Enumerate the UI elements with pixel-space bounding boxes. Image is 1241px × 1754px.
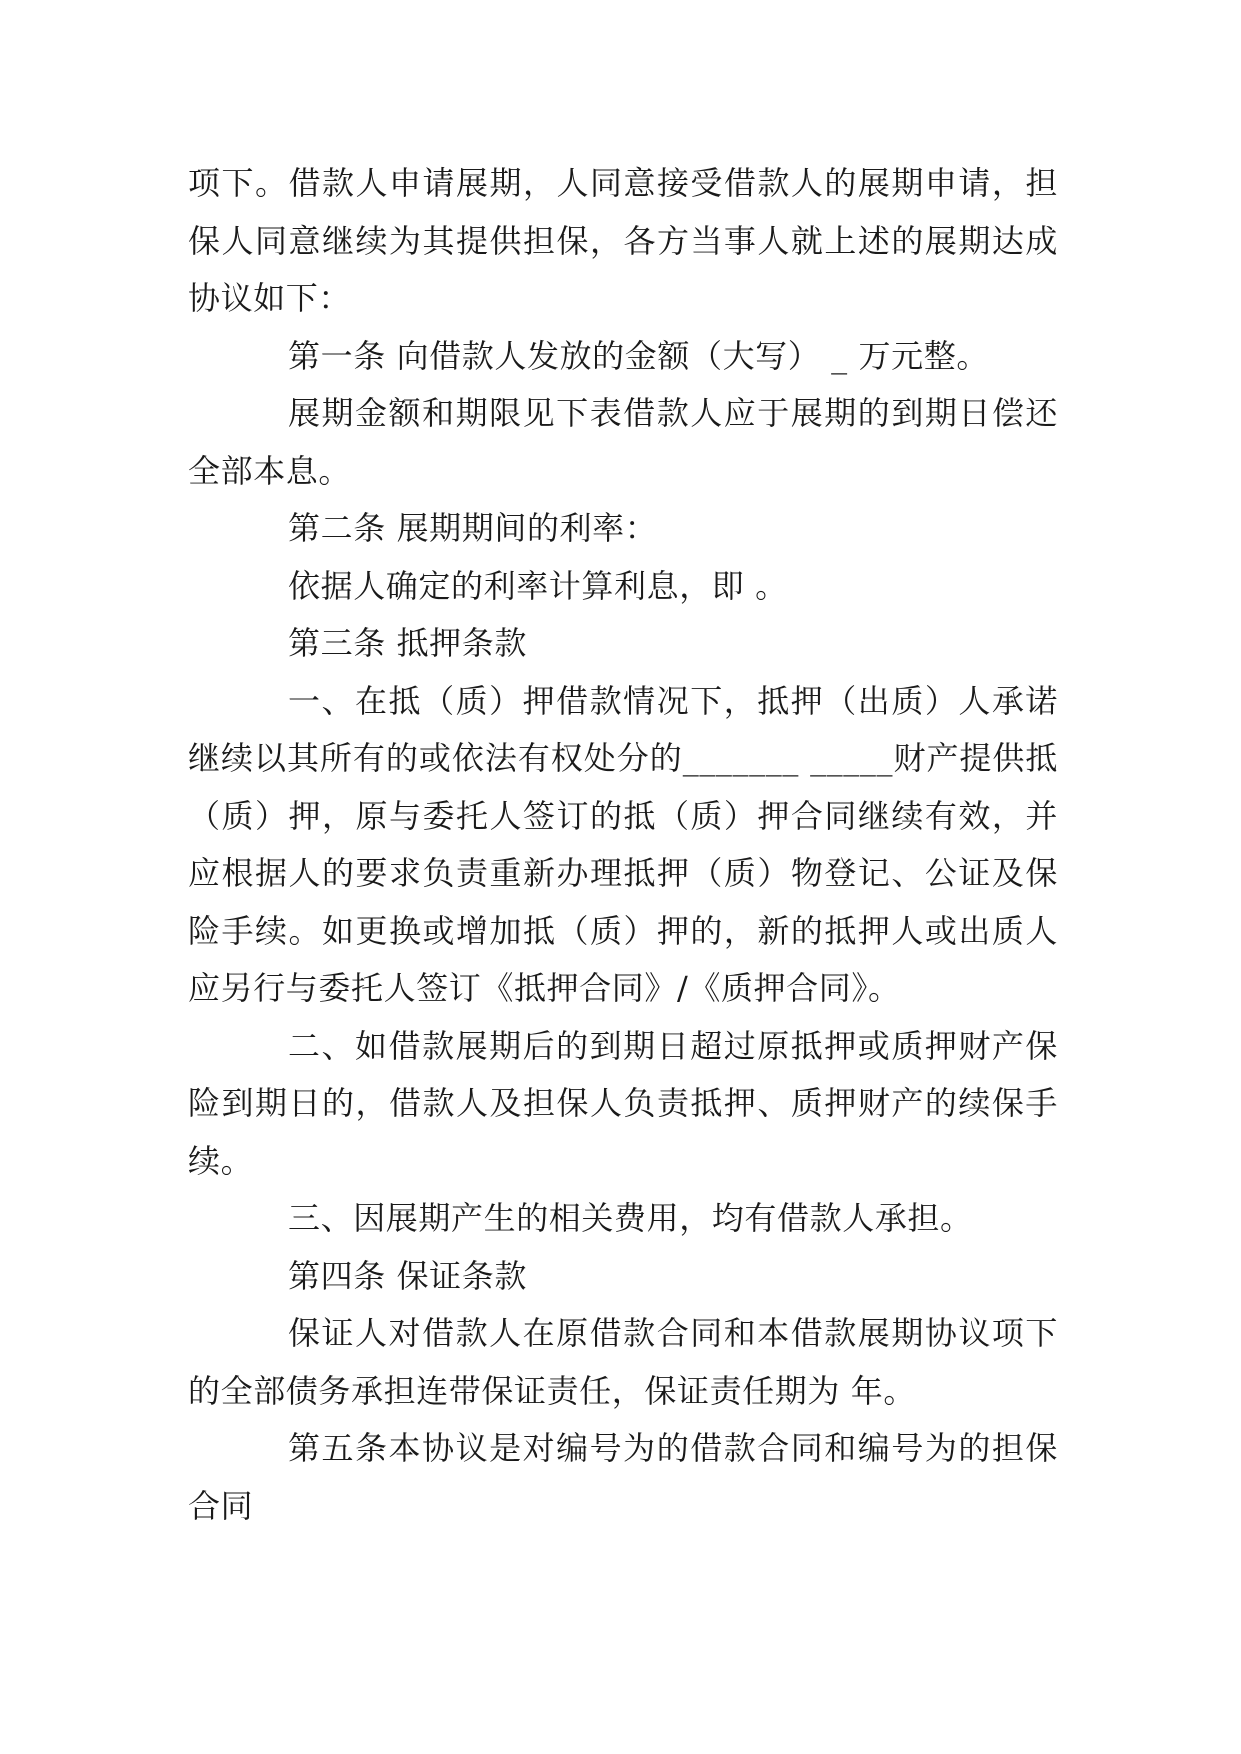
paragraph-mortgage-clause-1: 一、在抵（质）押借款情况下，抵押（出质）人承诺继续以其所有的或依法有权处分的_______ _____财产提供抵（质）押，原与委托人签订的抵（质）押合同继续有效，并应根据人的要求负责重新办理抵押（质）物登记、公证及保险手续。如更换或增加抵（质）押的，新的抵押人或出质人应另行与委托人签订《抵押合同》/《质押合同》。 (188, 681, 1058, 1007)
paragraph-extension-amount: 展期金额和期限见下表借款人应于展期的到期日偿还全部本息。 (188, 394, 1058, 490)
paragraph-intro: 项下。借款人申请展期，人同意接受借款人的展期申请，担保人同意继续为其提供担保，各方当事人就上述的展期达成协议如下： (188, 164, 1058, 317)
paragraph-article-1: 第一条 向借款人发放的金额（大写） _ 万元整。 (288, 336, 989, 375)
paragraph-mortgage-clause-3: 三、因展期产生的相关费用，均有借款人承担。 (288, 1199, 973, 1237)
paragraph-guarantee: 保证人对借款人在原借款合同和本借款展期协议项下的全部债务承担连带保证责任，保证责任期为 年。 (188, 1314, 1058, 1410)
paragraph-article-4: 第四条 保证条款 (288, 1256, 527, 1295)
paragraph-article-3: 第三条 抵押条款 (288, 624, 527, 662)
paragraph-mortgage-clause-2: 二、如借款展期后的到期日超过原抵押或质押财产保险到期日的，借款人及担保人负责抵押、质押财产的续保手续。 (188, 1026, 1058, 1180)
paragraph-interest-rate: 依据人确定的利率计算利息，即 。 (288, 566, 788, 605)
paragraph-article-2: 第二条 展期期间的利率： (288, 509, 658, 547)
paragraph-article-5: 第五条本协议是对编号为的借款合同和编号为的担保合同 (188, 1429, 1058, 1525)
document-body (188, 155, 1058, 1535)
